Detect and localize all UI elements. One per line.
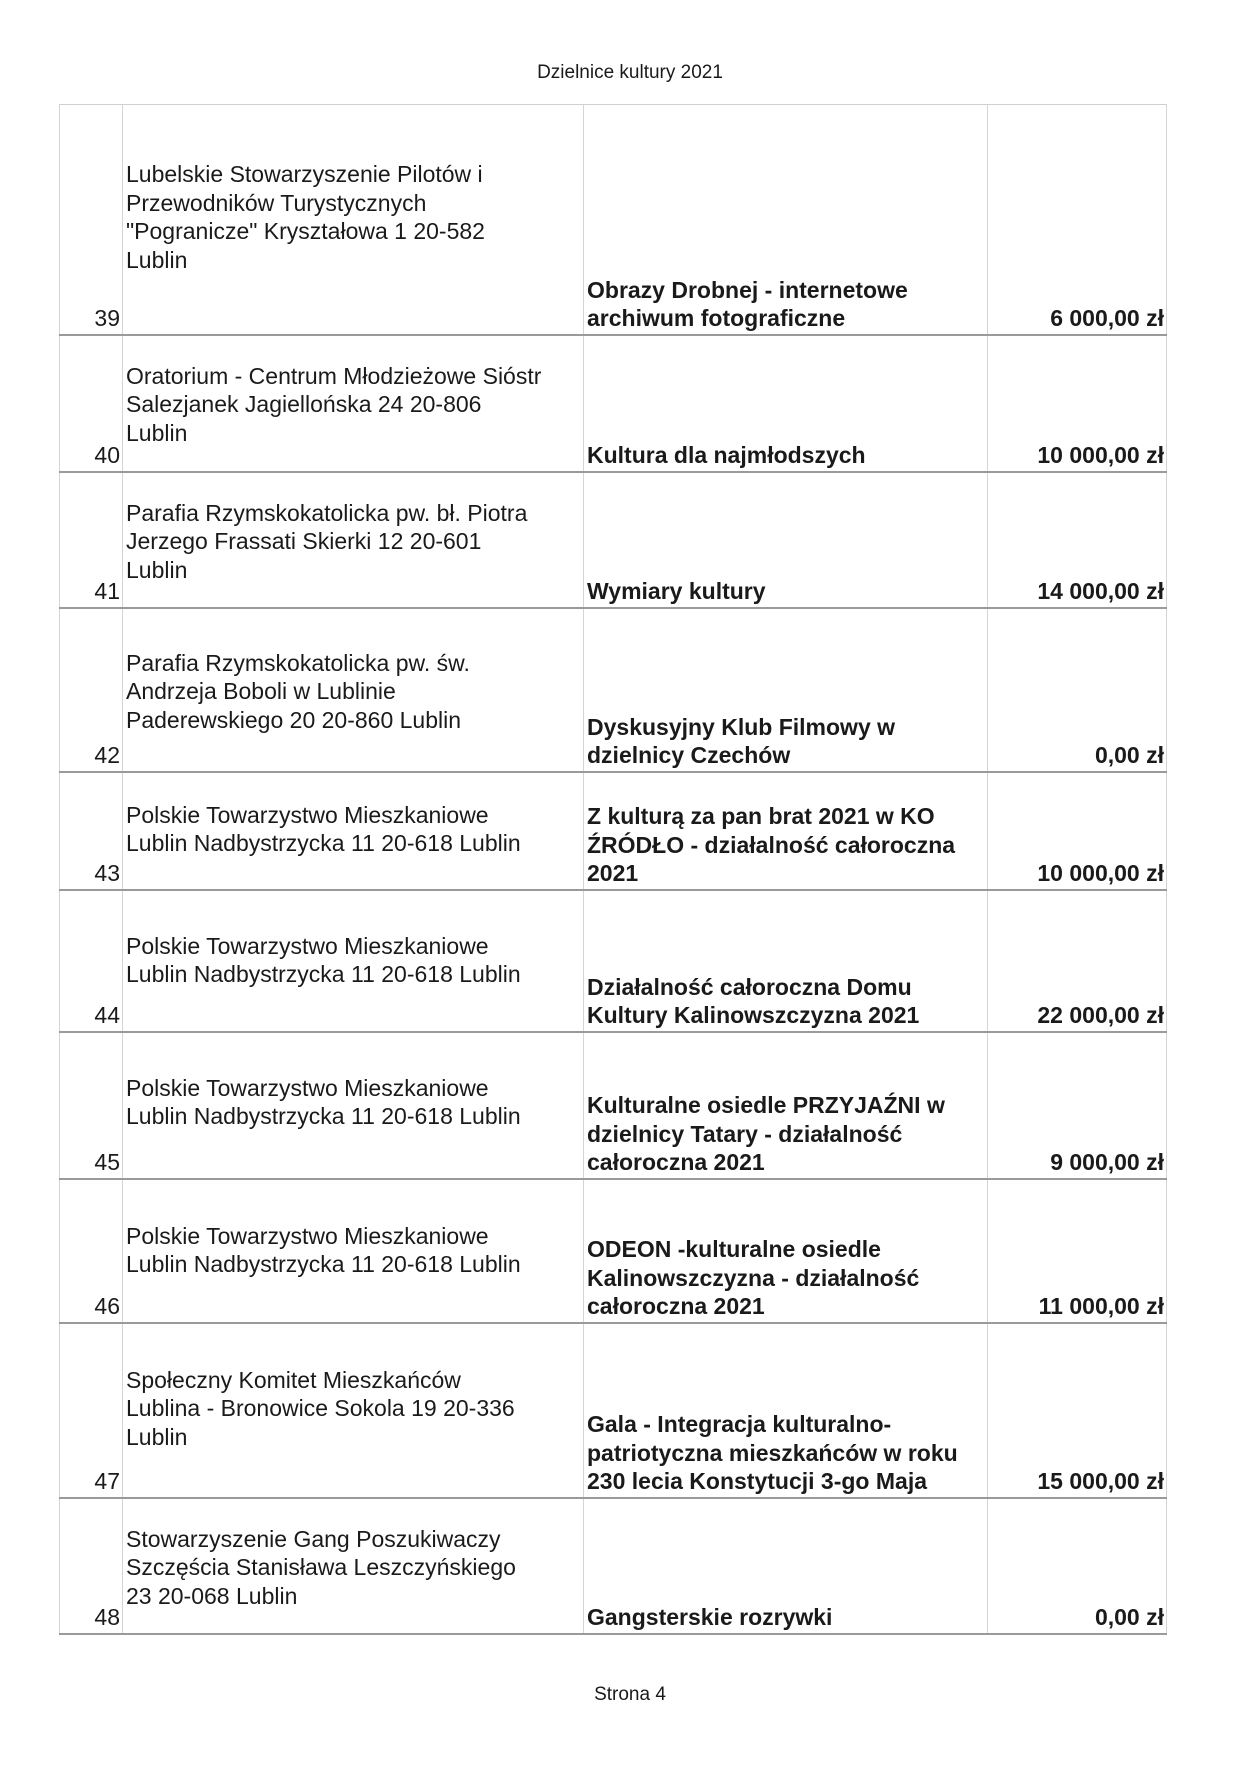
organization-cell — [123, 772, 584, 890]
organization-cell — [123, 335, 584, 472]
project-title: Wymiary kultury — [584, 472, 988, 608]
organization-cell — [123, 608, 584, 772]
row-number: 39 — [60, 105, 123, 335]
project-title: Gala - Integracja kulturalno-patriotyczna mieszkańców w roku 230 lecia Konstytucji 3-go Maja — [584, 1323, 988, 1498]
organization-text: Lubelskie Stowarzyszenie Pilotów i Przewodników Turystycznych "Pogranicze" Kryształowa 1 20-582 Lublin — [126, 161, 485, 273]
grant-amount: 22 000,00 zł — [988, 890, 1167, 1032]
table-row — [60, 1032, 1167, 1179]
row-number: 46 — [60, 1179, 123, 1323]
organization-cell — [123, 890, 584, 1032]
grant-amount: 0,00 zł — [988, 608, 1167, 772]
table-row — [60, 608, 1167, 772]
grant-amount: 11 000,00 zł — [988, 1179, 1167, 1323]
organization-cell — [123, 1323, 584, 1498]
grant-amount: 6 000,00 zł — [988, 105, 1167, 335]
organization-text: Społeczny Komitet Mieszkańców Lublina - Bronowice Sokola 19 20-336 Lublin — [126, 1366, 515, 1450]
table-row — [60, 335, 1167, 472]
row-number: 48 — [60, 1498, 123, 1634]
organization-cell — [123, 1032, 584, 1179]
table-row — [60, 1323, 1167, 1498]
organization-text: Parafia Rzymskokatolicka pw. bł. Piotra Jerzego Frassati Skierki 12 20-601 Lublin — [126, 499, 528, 583]
grant-amount: 10 000,00 zł — [988, 335, 1167, 472]
organization-text: Oratorium - Centrum Młodzieżowe Sióstr Salezjanek Jagiellońska 24 20-806 Lublin — [126, 362, 542, 446]
row-number: 42 — [60, 608, 123, 772]
grant-amount: 15 000,00 zł — [988, 1323, 1167, 1498]
project-title: Działalność całoroczna Domu Kultury Kalinowszczyzna 2021 — [584, 890, 988, 1032]
project-title: Z kulturą za pan brat 2021 w KO ŹRÓDŁO - działalność całoroczna 2021 — [584, 772, 988, 890]
project-title: Gangsterskie rozrywki — [584, 1498, 988, 1634]
project-title: ODEON -kulturalne osiedle Kalinowszczyzna - działalność całoroczna 2021 — [584, 1179, 988, 1323]
table-row — [60, 890, 1167, 1032]
organization-cell — [123, 1179, 584, 1323]
organization-text: Stowarzyszenie Gang Poszukiwaczy Szczęścia Stanisława Leszczyńskiego 23 20-068 Lublin — [126, 1525, 516, 1609]
row-number: 44 — [60, 890, 123, 1032]
grants-table — [59, 104, 1167, 1635]
project-title: Kulturalne osiedle PRZYJAŹNI w dzielnicy Tatary - działalność całoroczna 2021 — [584, 1032, 988, 1179]
row-number: 40 — [60, 335, 123, 472]
row-number: 41 — [60, 472, 123, 608]
table-row — [60, 105, 1167, 335]
organization-text: Polskie Towarzystwo Mieszkaniowe Lublin Nadbystrzycka 11 20-618 Lublin — [126, 932, 521, 987]
page-number: Strona 4 — [594, 1684, 666, 1705]
organization-text: Polskie Towarzystwo Mieszkaniowe Lublin Nadbystrzycka 11 20-618 Lublin — [126, 1222, 521, 1277]
table-row — [60, 1179, 1167, 1323]
grant-amount: 14 000,00 zł — [988, 472, 1167, 608]
project-title: Kultura dla najmłodszych — [584, 335, 988, 472]
project-title: Obrazy Drobnej - internetowe archiwum fotograficzne — [584, 105, 988, 335]
organization-cell — [123, 1498, 584, 1634]
page-header-title: Dzielnice kultury 2021 — [537, 62, 723, 83]
organization-text: Polskie Towarzystwo Mieszkaniowe Lublin Nadbystrzycka 11 20-618 Lublin — [126, 1074, 521, 1129]
row-number: 45 — [60, 1032, 123, 1179]
table-row — [60, 472, 1167, 608]
grant-amount: 0,00 zł — [988, 1498, 1167, 1634]
project-title: Dyskusyjny Klub Filmowy w dzielnicy Czechów — [584, 608, 988, 772]
row-number: 47 — [60, 1323, 123, 1498]
grant-amount: 10 000,00 zł — [988, 772, 1167, 890]
organization-cell — [123, 472, 584, 608]
organization-text: Polskie Towarzystwo Mieszkaniowe Lublin Nadbystrzycka 11 20-618 Lublin — [126, 801, 521, 856]
organization-text: Parafia Rzymskokatolicka pw. św. Andrzeja Boboli w Lublinie Paderewskiego 20 20-860 Lublin — [126, 649, 470, 733]
table-row — [60, 1498, 1167, 1634]
organization-cell — [123, 105, 584, 335]
grant-amount: 9 000,00 zł — [988, 1032, 1167, 1179]
table-row — [60, 772, 1167, 890]
grants-table-body — [60, 105, 1167, 1634]
row-number: 43 — [60, 772, 123, 890]
